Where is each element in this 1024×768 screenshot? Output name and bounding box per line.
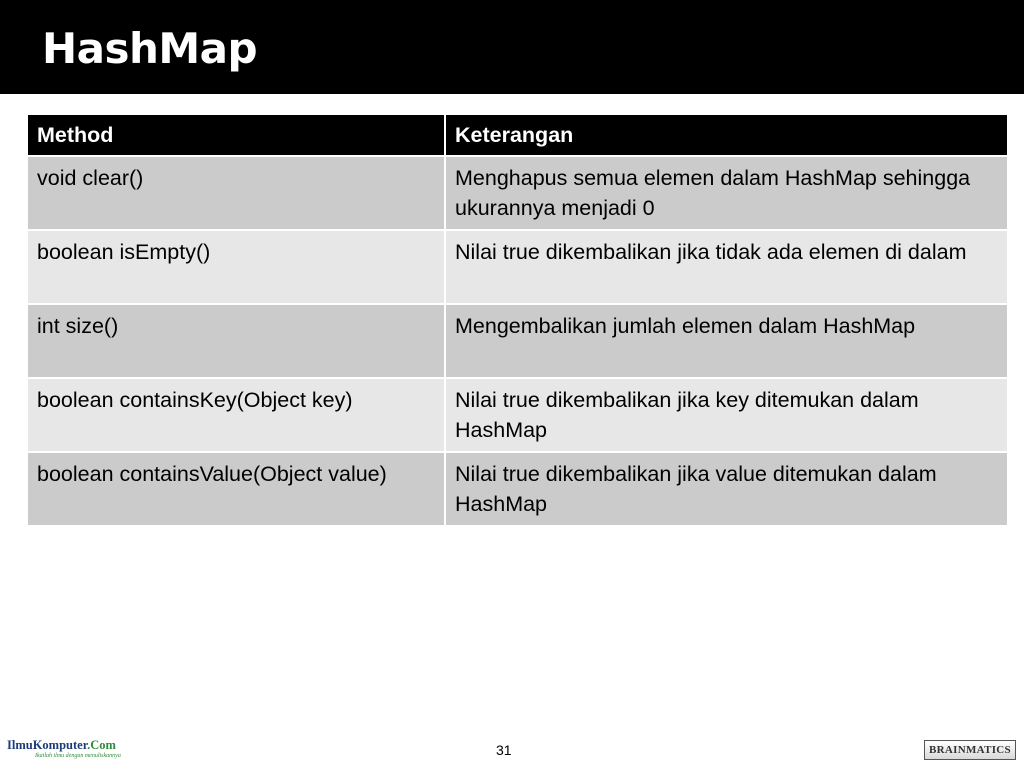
method-table — [26, 113, 1009, 527]
table-row — [27, 378, 1008, 452]
method-cell: boolean containsKey(Object key) — [27, 378, 445, 452]
column-header-keterangan: Keterangan — [445, 114, 1008, 156]
method-cell: boolean containsValue(Object value) — [27, 452, 445, 526]
table-row — [27, 156, 1008, 230]
page-number: 31 — [496, 742, 512, 758]
brainmatics-logo: BRAINMATICS — [924, 740, 1016, 760]
method-cell: void clear() — [27, 156, 445, 230]
description-cell: Nilai true dikembalikan jika key ditemukan dalam HashMap — [445, 378, 1008, 452]
description-cell: Mengembalikan jumlah elemen dalam HashMap — [445, 304, 1008, 378]
table-row — [27, 452, 1008, 526]
ilmukomputer-suffix: .Com — [87, 738, 116, 752]
ilmukomputer-logo — [7, 738, 127, 762]
table-header-row — [27, 114, 1008, 156]
ilmukomputer-tagline: Ikatlah ilmu dengan menuliskannya — [35, 753, 121, 759]
description-cell: Menghapus semua elemen dalam HashMap sehingga ukurannya menjadi 0 — [445, 156, 1008, 230]
table-row — [27, 230, 1008, 304]
column-header-method: Method — [27, 114, 445, 156]
description-cell: Nilai true dikembalikan jika value ditemukan dalam HashMap — [445, 452, 1008, 526]
method-cell: int size() — [27, 304, 445, 378]
slide-title: HashMap — [42, 24, 258, 73]
ilmukomputer-logo-text — [7, 738, 127, 752]
method-cell: boolean isEmpty() — [27, 230, 445, 304]
ilmukomputer-brand: IlmuKomputer — [7, 738, 88, 752]
table-row — [27, 304, 1008, 378]
description-cell: Nilai true dikembalikan jika tidak ada elemen di dalam — [445, 230, 1008, 304]
